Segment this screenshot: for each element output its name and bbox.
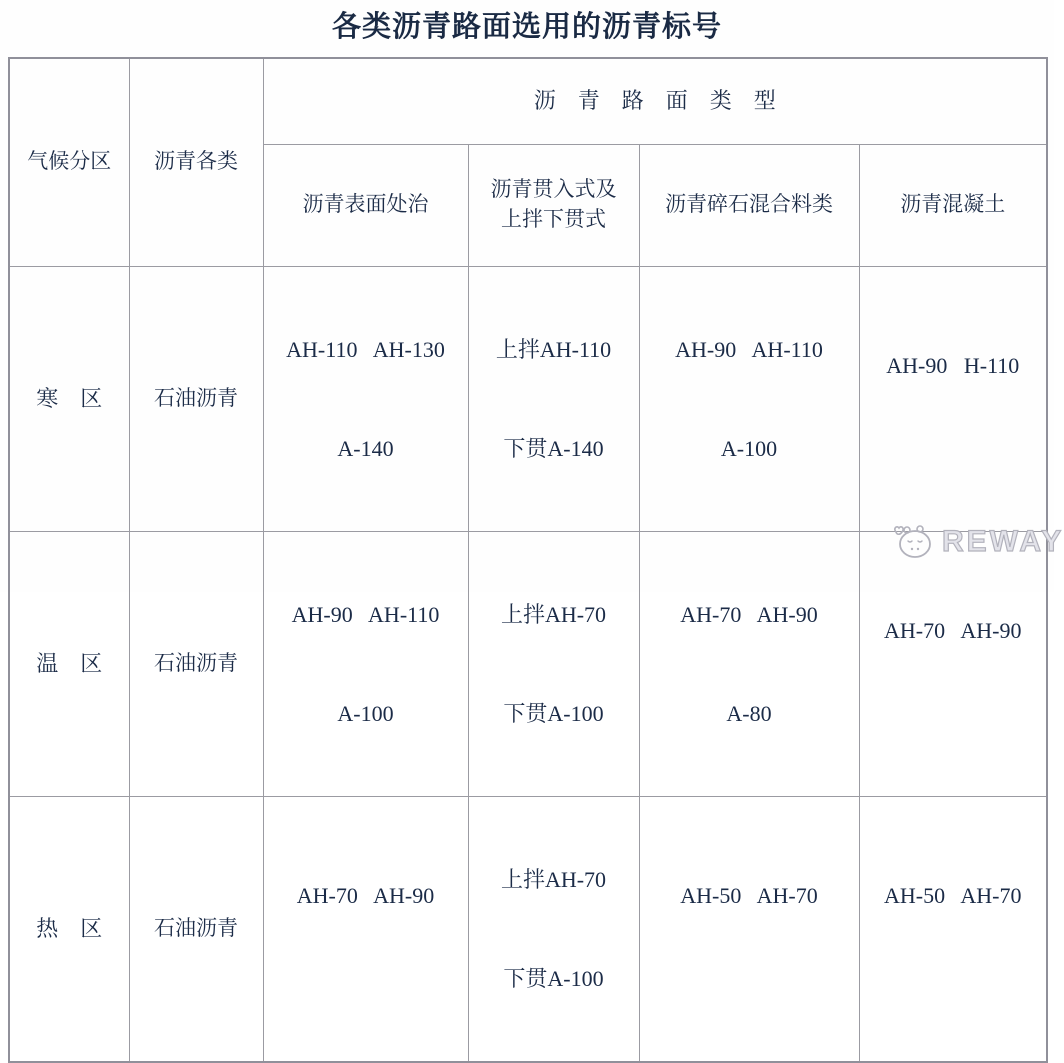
grade-line: AH-50 AH-70 xyxy=(884,883,1022,908)
table-row-cold-zone xyxy=(9,266,1047,531)
header-col-macadam-mixture xyxy=(639,144,859,266)
asphalt-grade-table xyxy=(8,57,1048,1063)
cell-grades xyxy=(263,266,468,531)
grade-line: A-80 xyxy=(726,700,772,726)
grade-line: AH-70 AH-90 xyxy=(680,601,818,627)
header-col-asphalt-concrete xyxy=(859,144,1047,266)
cell-zone: 温 区 xyxy=(9,531,129,796)
grade-line: AH-90 AH-110 xyxy=(291,601,440,627)
grade-line: 下贯A-100 xyxy=(503,965,604,991)
cell-zone: 热 区 xyxy=(9,796,129,1062)
grade-line: AH-50 AH-70 xyxy=(680,883,818,908)
cell-category: 石油沥青 xyxy=(129,266,263,531)
grade-line: 下贯A-140 xyxy=(503,435,604,461)
cell-grades xyxy=(639,531,859,796)
header-line: 沥青混凝土 xyxy=(900,193,1006,216)
grade-line: A-100 xyxy=(337,700,394,726)
header-line: 沥青表面处治 xyxy=(302,193,429,216)
cell-category: 石油沥青 xyxy=(129,796,263,1062)
table-row-warm-zone xyxy=(9,531,1047,796)
cell-grades xyxy=(263,796,468,1062)
cell-grades xyxy=(468,796,639,1062)
cell-zone: 寒 区 xyxy=(9,266,129,531)
cell-grades xyxy=(468,531,639,796)
cell-grades xyxy=(639,796,859,1062)
header-col-penetration xyxy=(468,144,639,266)
cell-grades xyxy=(859,796,1047,1062)
watermark-brand-text: REWAY xyxy=(942,525,1064,558)
header-climate-zone: 气候分区 xyxy=(9,58,129,266)
table-row-hot-zone xyxy=(9,796,1047,1062)
page-title: 各类沥青路面选用的沥青标号 xyxy=(331,11,722,43)
header-asphalt-category: 沥青各类 xyxy=(129,58,263,266)
header-line: 上拌下贯式 xyxy=(501,208,606,231)
cell-grades xyxy=(859,531,1047,796)
header-col-surface-treatment xyxy=(263,144,468,266)
grade-line: 上拌AH-70 xyxy=(500,866,607,892)
grade-line: AH-70 AH-90 xyxy=(296,883,435,908)
grade-line: AH-110 AH-130 xyxy=(286,336,445,362)
grade-line: 下贯A-100 xyxy=(503,700,604,726)
grade-line: AH-90 H-110 xyxy=(886,353,1020,378)
grade-line: 上拌AH-70 xyxy=(500,601,607,627)
header-line: 沥青贯入式及 xyxy=(490,178,617,201)
cell-category: 石油沥青 xyxy=(129,531,263,796)
cell-grades xyxy=(263,531,468,796)
cell-grades xyxy=(859,266,1047,531)
grade-line: AH-70 AH-90 xyxy=(884,618,1022,643)
cell-grades xyxy=(468,266,639,531)
cell-grades xyxy=(639,266,859,531)
header-line: 沥青碎石混合料类 xyxy=(665,193,833,216)
grade-line: A-140 xyxy=(337,435,394,461)
header-pavement-type-group: 沥青路面类型 xyxy=(263,58,1047,144)
grade-line: A-100 xyxy=(720,435,778,461)
grade-line: 上拌AH-110 xyxy=(495,336,612,362)
grade-line: AH-90 AH-110 xyxy=(675,336,823,362)
